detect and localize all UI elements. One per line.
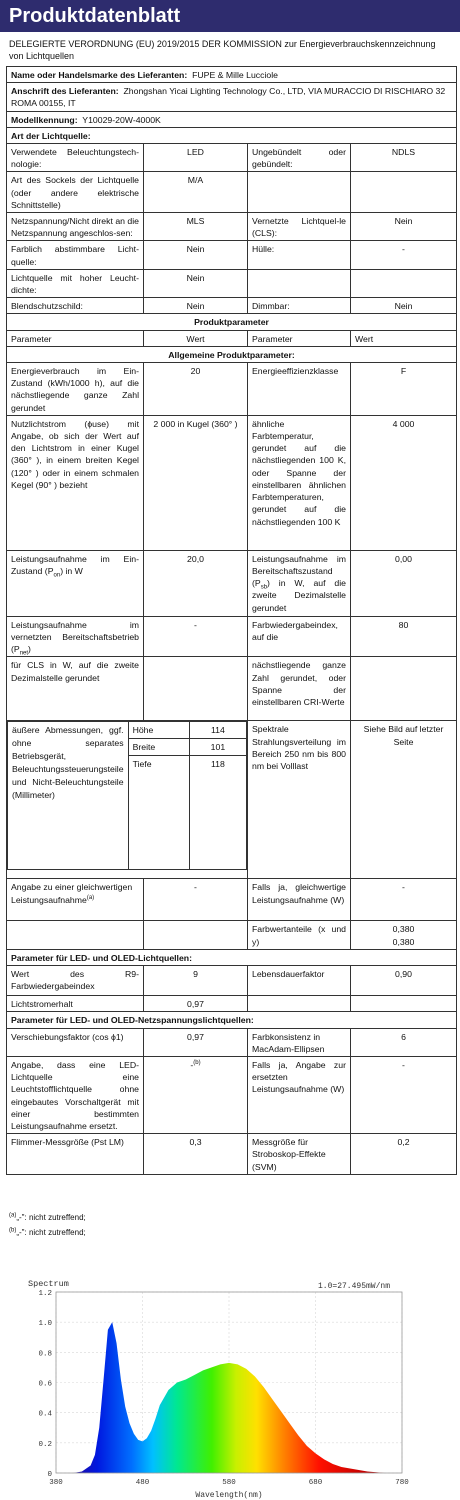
param-value: 4 000: [351, 415, 457, 550]
table-row: [7, 213, 457, 241]
dim-value: 118: [189, 756, 246, 870]
address-row: [7, 83, 457, 111]
column-header-param: Parameter: [248, 330, 351, 346]
param-label: Nutzlichtstrom (ɸuse) mit Angabe, ob sich der Wert auf den Lichtstrom in einer Kugel (360° ), in einem breiten Kegel (120° ) oder in einem schmalen Kegel (90° ) bezieht: [7, 415, 144, 550]
param-label: Lichtquelle mit hoher Leucht-dichte:: [7, 269, 144, 297]
param-value: 0,97: [144, 1028, 248, 1056]
param-value: -: [351, 879, 457, 921]
param-value: 0,97: [144, 996, 248, 1012]
chart-title: Spectrum: [28, 1279, 69, 1289]
table-row: [7, 550, 457, 616]
column-header-row: [7, 330, 457, 346]
y-tick-label: 0.4: [38, 1410, 52, 1419]
section-header: [7, 314, 457, 330]
table-row: [7, 616, 457, 657]
param-label: Farbwertanteile (x und y): [248, 921, 351, 949]
param-value: 0,00: [351, 550, 457, 616]
y-tick-label: 0: [47, 1471, 52, 1479]
param-value: 0,2: [351, 1134, 457, 1175]
dimensions-label: äußere Abmessungen, ggf. ohne separates Betriebsgerät, Beleuchtungssteuerungsteile und Nicht-Beleuchtungsteile (Millimeter): [8, 722, 129, 870]
x-tick-label: 780: [395, 1479, 409, 1487]
model-value: Y10029-20W-4000K: [82, 114, 161, 125]
param-label: Falls ja, gleichwertige Leistungsaufnahme (W): [248, 879, 351, 921]
param-label: Leistungsaufnahme im Ein-Zustand $(P_{on})$ in W: [7, 550, 144, 616]
param-value: 0,3: [144, 1134, 248, 1175]
param-value: LED: [144, 144, 248, 172]
y-tick-label: 1.0: [38, 1320, 52, 1329]
param-label: Leistungsaufnahme im Bereitschaftszustand $(P_{sb})$ in W, auf die zweite Dezimalstelle gerundet: [248, 550, 351, 616]
section-header: [7, 346, 457, 362]
footnote: $^{(a)}$„-": nicht zutreffend;: [9, 1212, 86, 1222]
table-row: [7, 1028, 457, 1056]
param-label: Hülle:: [248, 241, 351, 269]
datasheet-table: [6, 66, 457, 1175]
y-tick-label: 0.6: [38, 1380, 52, 1389]
dimensions-row: [7, 721, 457, 879]
param-value: Nein: [351, 213, 457, 241]
x-axis-label: Wavelength(nm): [195, 1491, 263, 1500]
param-label: Messgröße für Stroboskop-Effekte (SVM): [248, 1134, 351, 1175]
spectrum-chart: [0, 1270, 460, 1500]
title-bar: [0, 0, 460, 32]
supplier-value: FUPE & Mille Lucciole: [192, 70, 279, 80]
param-value: 2 000 in Kugel (360° ): [144, 415, 248, 550]
section-header: [7, 127, 457, 143]
table-row: [7, 1134, 457, 1175]
param-label: Farbwiedergabeindex, auf die: [248, 616, 351, 657]
param-label: Verwendete Beleuchtungstech-nologie:: [7, 144, 144, 172]
param-label: [248, 172, 351, 213]
dim-value: 114: [189, 722, 246, 739]
param-label: Dimmbar:: [248, 298, 351, 314]
table-row: [7, 921, 457, 949]
footnote: $^{(b)}$„-": nicht zutreffend;: [9, 1227, 86, 1237]
param-label: Farblich abstimmbare Licht-quelle:: [7, 241, 144, 269]
param-value: -: [351, 241, 457, 269]
model-label: Modellkennung:: [11, 114, 78, 125]
param-value: MLS: [144, 213, 248, 241]
param-value: -: [351, 1056, 457, 1133]
column-header-value: Wert: [144, 330, 248, 346]
table-row: [7, 363, 457, 416]
x-tick-label: 680: [308, 1479, 323, 1487]
y-tick-label: 0.2: [38, 1440, 52, 1449]
param-value: Nein: [144, 241, 248, 269]
section-header: [7, 949, 457, 965]
param-label: Leistungsaufnahme im vernetzten Bereitschaftsbetrieb $(P_{net})$: [7, 616, 144, 657]
y-tick-label: 0.8: [38, 1350, 52, 1359]
table-row: [7, 966, 457, 996]
section-header: [7, 1012, 457, 1028]
param-value: [351, 657, 457, 721]
param-label: [248, 269, 351, 297]
x-tick-label: 480: [135, 1479, 150, 1487]
param-value: [144, 657, 248, 721]
x-tick-label: 380: [49, 1479, 63, 1487]
param-label: nächstliegende ganze Zahl gerundet, oder Spanne der einstellbaren CRI-Werte: [248, 657, 351, 721]
param-value: -$^{(b)}$: [144, 1056, 248, 1133]
param-label: Wert des R9-Farbwiedergabeindex: [7, 966, 144, 996]
column-header-value: Wert: [351, 330, 457, 346]
table-row: [7, 241, 457, 269]
param-label: Falls ja, Angabe zur ersetzten Leistungsaufnahme (W): [248, 1056, 351, 1133]
param-value: 0,90: [351, 966, 457, 996]
supplier-label: Name oder Handelsmarke des Lieferanten:: [11, 70, 188, 80]
regulation-text: DELEGIERTE VERORDNUNG (EU) 2019/2015 DER KOMMISSION zur Energieverbrauchskennzeichnung von Lichtquellen: [9, 39, 436, 61]
dimensions-subtable: [7, 721, 247, 870]
param-label: Netzspannung/Nicht direkt an die Netzspannung angeschlos-sen:: [7, 213, 144, 241]
param-value: -: [144, 879, 248, 921]
table-row: [7, 1056, 457, 1133]
param-value: NDLS: [351, 144, 457, 172]
param-label: Verschiebungsfaktor (cos ϕ1): [7, 1028, 144, 1056]
param-value: Nein: [144, 298, 248, 314]
y-axis-ticks: [38, 1290, 52, 1479]
param-label: Blendschutzschild:: [7, 298, 144, 314]
page-title: Produktdatenblatt: [9, 5, 181, 27]
general-params-header: Allgemeine Produktparameter:: [7, 346, 457, 362]
model-row: [7, 111, 457, 127]
param-label: Spektrale Strahlungsverteilung im Bereich 250 nm bis 800 nm bei Volllast: [248, 721, 351, 879]
param-label: Energieverbrauch im Ein-Zustand (kWh/1000 h), auf die nächstliegende ganze Zahl gerundet: [7, 363, 144, 416]
param-value: 80: [351, 616, 457, 657]
param-value: M/A: [144, 172, 248, 213]
param-label: ähnliche Farbtemperatur, gerundet auf die nächstliegenden 100 K, oder Spanne der einstellbaren ähnlichen Farbtemperaturen, gerundet auf die nächstliegenden 100 K: [248, 415, 351, 550]
light-source-type-header: Art der Lichtquelle:: [7, 127, 457, 143]
led-oled-header: Parameter für LED- und OLED-Lichtquellen:: [7, 949, 457, 965]
param-value: Nein: [144, 269, 248, 297]
product-params-header: Produktparameter: [7, 314, 457, 330]
column-header-param: Parameter: [7, 330, 144, 346]
param-value: 0,380 0,380: [351, 921, 457, 949]
param-label: Lichtstromerhalt: [7, 996, 144, 1012]
param-value: Siehe Bild auf letzter Seite: [351, 721, 457, 879]
dim-key: Höhe: [128, 722, 189, 739]
dim-key: Breite: [128, 739, 189, 756]
table-row: [7, 172, 457, 213]
supplier-row: [7, 67, 457, 83]
param-label: Ungebündelt oder gebündelt:: [248, 144, 351, 172]
param-value: [351, 172, 457, 213]
param-label: Angabe, dass eine LED-Lichtquelle eine Leuchtstofflichtquelle ohne eingebautes Vorschaltgerät mit einer bestimmten Leistungsaufnahme ersetzt.: [7, 1056, 144, 1133]
param-label: Flimmer-Messgröße (Pst LM): [7, 1134, 144, 1175]
table-row: [7, 298, 457, 314]
param-value: 6: [351, 1028, 457, 1056]
param-value: 20: [144, 363, 248, 416]
x-tick-label: 580: [222, 1479, 236, 1487]
param-label: Angabe zu einer gleichwertigen Leistungsaufnahme$^{(a)}$: [7, 879, 144, 921]
param-label: Vernetzte Lichtquel-le (CLS):: [248, 213, 351, 241]
dim-value: 101: [189, 739, 246, 756]
address-value: Zhongshan Yicai Lighting Technology Co., LTD, VIA MURACCIO DI RISCHIARO 32 ROMA 00155, IT: [11, 86, 446, 109]
address-label: Anschrift des Lieferanten:: [11, 86, 119, 97]
param-value: 20,0: [144, 550, 248, 616]
table-row: [7, 879, 457, 921]
dim-key: Tiefe: [128, 756, 189, 870]
y-tick-label: 1.2: [38, 1290, 52, 1298]
param-value: 9: [144, 966, 248, 996]
table-row: [7, 415, 457, 550]
table-row: [7, 996, 457, 1012]
param-label: Energieeffizienzklasse: [248, 363, 351, 416]
mains-header: Parameter für LED- und OLED-Netzspannungslichtquellen:: [7, 1012, 457, 1028]
param-label: Lebensdauerfaktor: [248, 966, 351, 996]
param-value: F: [351, 363, 457, 416]
footnotes: [9, 1210, 86, 1240]
table-row: [7, 657, 457, 721]
param-value: -: [144, 616, 248, 657]
param-label: Art des Sockels der Lichtquelle (oder andere elektrische Schnittstelle): [7, 172, 144, 213]
chart-annotation: 1.0=27.495mW/nm: [318, 1282, 391, 1291]
param-label: Farbkonsistenz in MacAdam-Ellipsen: [248, 1028, 351, 1056]
param-value: Nein: [351, 298, 457, 314]
param-label: für CLS in W, auf die zweite Dezimalstelle gerundet: [7, 657, 144, 721]
x-axis-ticks: [49, 1479, 409, 1487]
table-row: [7, 269, 457, 297]
table-row: [7, 144, 457, 172]
param-value: [351, 269, 457, 297]
